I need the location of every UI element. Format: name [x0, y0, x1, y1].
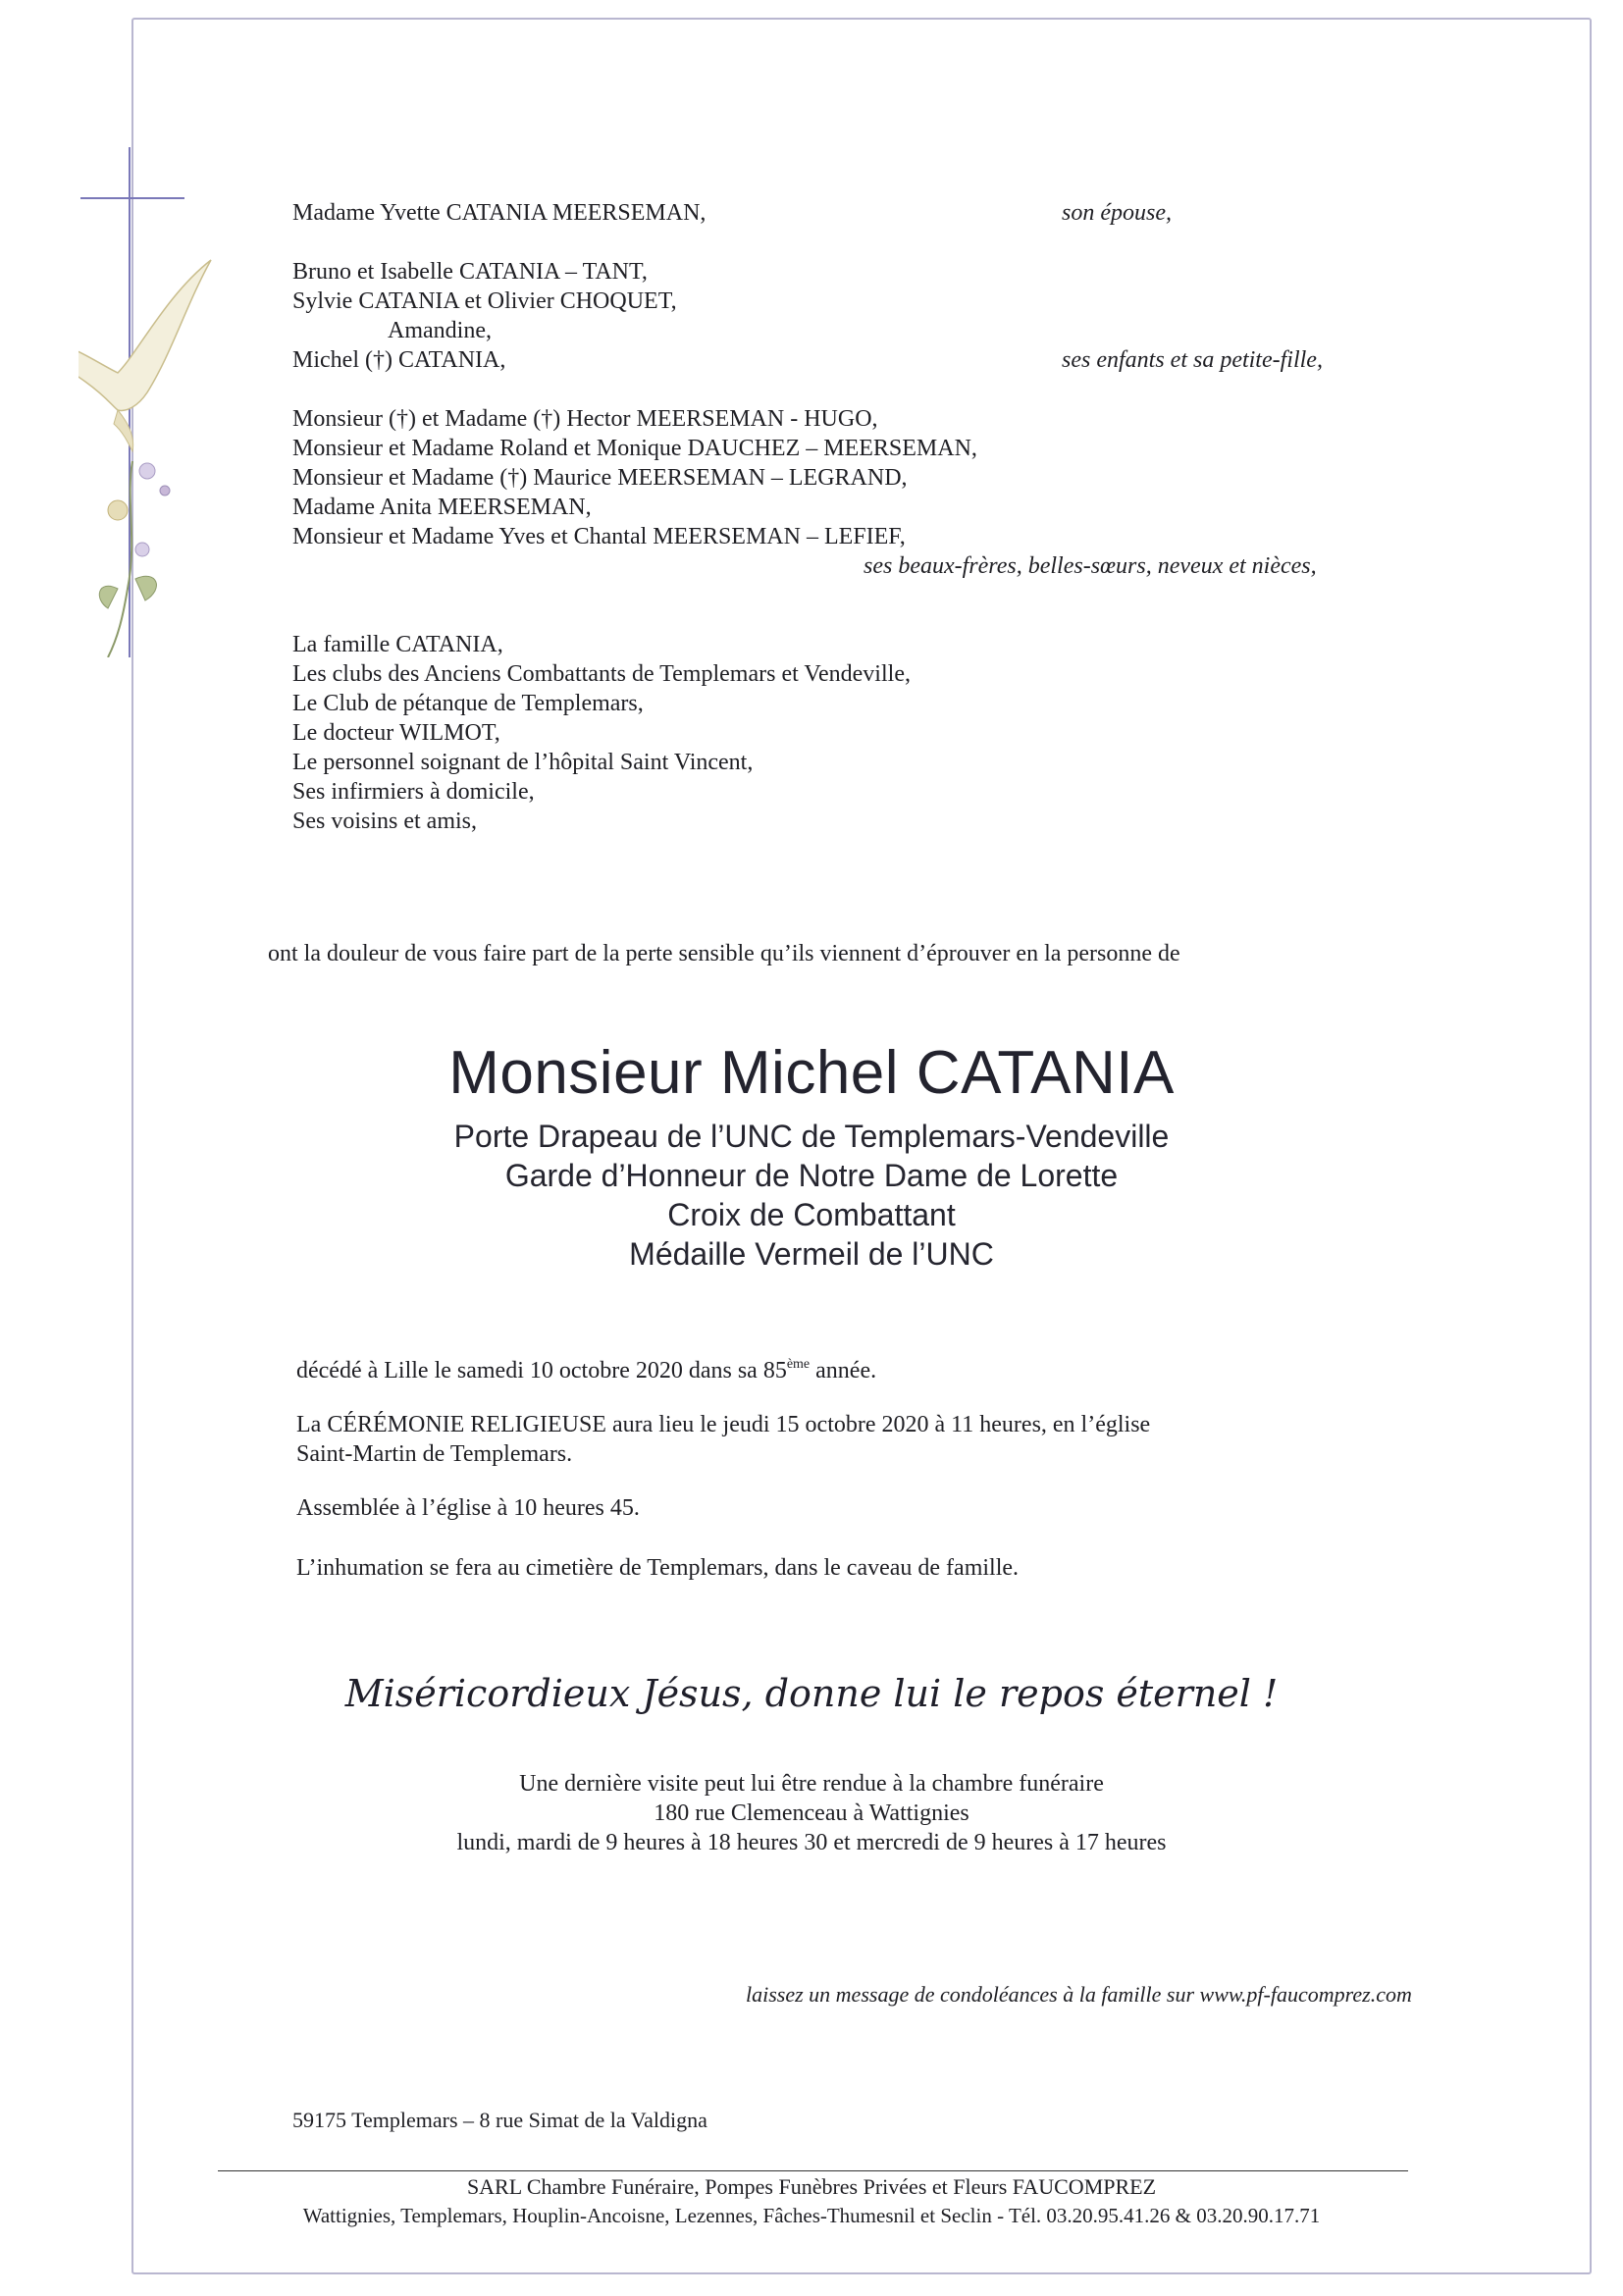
- condolences-link[interactable]: laissez un message de condoléances à la famille sur www.pf-faucomprez.com: [746, 1982, 1412, 2007]
- spouse-name: Madame Yvette CATANIA MEERSEMAN,: [292, 200, 707, 226]
- grandchild-line: Amandine,: [388, 318, 492, 343]
- in-law-line: Monsieur (†) et Madame (†) Hector MEERSEMAN - HUGO,: [292, 406, 878, 432]
- other-line: Le personnel soignant de l’hôpital Saint Vincent,: [292, 750, 754, 775]
- in-law-line: Monsieur et Madame Roland et Monique DAUCHEZ – MEERSEMAN,: [292, 436, 977, 461]
- prayer-text: Miséricordieux Jésus, donne lui le repos éternel !: [344, 1672, 1279, 1715]
- death-notice-ordinal: ème: [786, 1357, 811, 1372]
- other-line: Le Club de pétanque de Templemars,: [292, 691, 644, 716]
- child-line: Sylvie CATANIA et Olivier CHOQUET,: [292, 288, 677, 314]
- burial-text: L’inhumation se fera au cimetière de Templemars, dans le caveau de famille.: [296, 1555, 1020, 1581]
- in-law-line: Monsieur et Madame Yves et Chantal MEERSEMAN – LEFIEF,: [292, 524, 906, 549]
- other-line: Les clubs des Anciens Combattants de Templemars et Vendeville,: [292, 661, 911, 687]
- footer-divider: [218, 2170, 1408, 2171]
- deceased-title: Garde d’Honneur de Notre Dame de Lorette: [504, 1158, 1119, 1193]
- child-line: Michel (†) CATANIA,: [292, 347, 506, 373]
- other-line: Ses infirmiers à domicile,: [292, 779, 535, 805]
- address-text: 59175 Templemars – 8 rue Simat de la Valdigna: [292, 2108, 707, 2132]
- child-line: Bruno et Isabelle CATANIA – TANT,: [292, 259, 648, 285]
- footer-company: SARL Chambre Funéraire, Pompes Funèbres Privées et Fleurs FAUCOMPREZ: [466, 2174, 1157, 2199]
- deceased-title: Croix de Combattant: [667, 1197, 956, 1232]
- ceremony-line: Saint-Martin de Templemars.: [296, 1441, 573, 1467]
- cross-with-dove-icon: [79, 147, 216, 657]
- other-line: La famille CATANIA,: [292, 632, 503, 657]
- visit-line: lundi, mardi de 9 heures à 18 heures 30 et mercredi de 9 heures à 17 heures: [456, 1830, 1167, 1855]
- announcement-text: ont la douleur de vous faire part de la perte sensible qu’ils viennent d’éprouver en la personne de: [268, 941, 1180, 966]
- deceased-name: Monsieur Michel CATANIA: [448, 1039, 1175, 1107]
- visit-line: Une dernière visite peut lui être rendue à la chambre funéraire: [519, 1771, 1104, 1797]
- deceased-title: Médaille Vermeil de l’UNC: [629, 1236, 994, 1272]
- spouse-role: son épouse,: [1062, 200, 1172, 226]
- ceremony-line: La CÉRÉMONIE RELIGIEUSE aura lieu le jeudi 15 octobre 2020 à 11 heures, en l’église: [296, 1412, 1151, 1437]
- visit-line: 180 rue Clemenceau à Wattignies: [654, 1800, 969, 1826]
- assembly-text: Assemblée à l’église à 10 heures 45.: [296, 1495, 640, 1521]
- other-line: Ses voisins et amis,: [292, 809, 478, 834]
- death-notice: [296, 1356, 876, 1385]
- death-notice-text: décédé à Lille le samedi 10 octobre 2020 dans sa 85: [296, 1358, 787, 1383]
- in-law-line: Madame Anita MEERSEMAN,: [292, 495, 592, 520]
- in-law-line: Monsieur et Madame (†) Maurice MEERSEMAN – LEGRAND,: [292, 465, 908, 491]
- children-role: ses enfants et sa petite-fille,: [1062, 347, 1323, 373]
- other-line: Le docteur WILMOT,: [292, 720, 500, 746]
- footer-locations: Wattignies, Templemars, Houplin-Ancoisne, Lezennes, Fâches-Thumesnil et Seclin - Tél. 03.20.95.41.26 & 03.20.90.17.71: [302, 2204, 1321, 2227]
- death-notice-end: année.: [810, 1358, 877, 1383]
- in-laws-role: ses beaux-frères, belles-sœurs, neveux et nièces,: [864, 553, 1317, 579]
- deceased-title: Porte Drapeau de l’UNC de Templemars-Vendeville: [453, 1119, 1170, 1154]
